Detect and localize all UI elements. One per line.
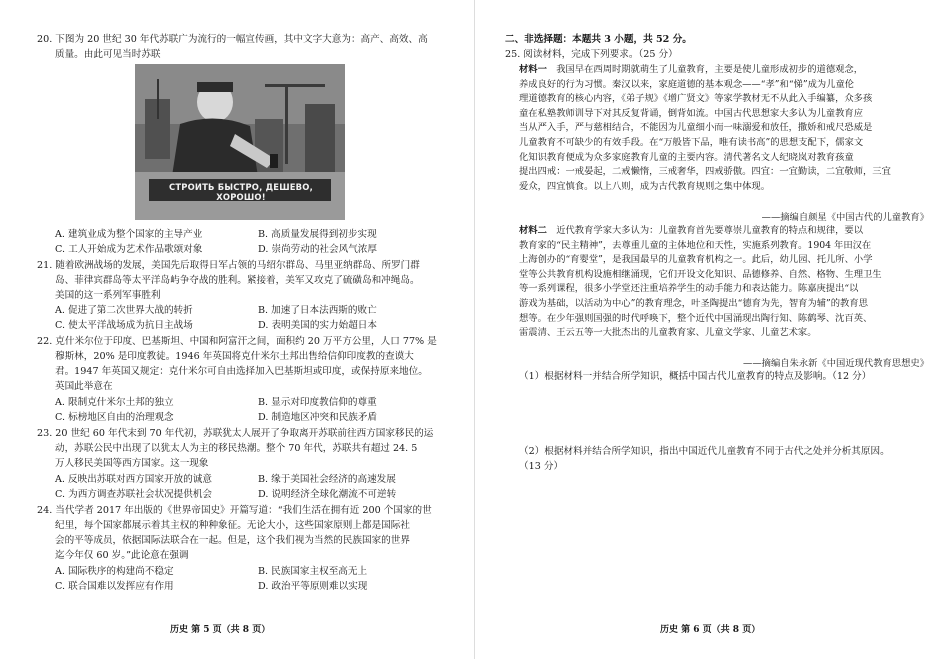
- poster-slogan: СТРОИТЬ БЫСТРО, ДЕШЕВО, ХОРОШО!: [169, 182, 313, 202]
- q25-part2-points: （13 分）: [519, 461, 564, 472]
- q24-stem-line4: 迄今年仅 60 岁。”此论意在强调: [55, 550, 189, 561]
- q24-option-c[interactable]: C. 联合国难以发挥应有作用: [55, 581, 174, 592]
- q23-stem-line2: 动，苏联公民中出现了以犹太人为主的移民热潮。整个 70 年代，苏联共有超过 24. 5: [55, 443, 418, 454]
- material-2-label: 材料二: [519, 225, 547, 236]
- material-1-line: 爱众，四宜慎食。以上八则，成为古代教育规则之集中体现。: [519, 180, 771, 192]
- q23-option-a[interactable]: A. 反映出苏联对西方国家开放的诚意: [55, 474, 212, 485]
- q24-stem-line3: 会的平等成员，依据国际法联合在一起。但是，这个我们视为当然的民族国家的世界: [55, 535, 410, 546]
- q22-stem-line3: 君。1947 年英国又规定：克什米尔可自由选择加入巴基斯坦或印度，或保持原来地位。: [55, 366, 428, 377]
- material-1-line: 儿童教育不可缺少的有效手段。在“万般皆下品，唯有读书高”的思想支配下，儒家文: [519, 136, 864, 148]
- material-2-line: 想等。在少年强则国强的时代呼唤下，整个近代中国涌现出陶行知、陈鹤琴、沈百英、: [519, 312, 873, 324]
- q22-stem-line2: 穆斯林，20% 是印度教徒。1946 年英国将克什米尔土邦出售给信仰印度教的查谟大: [55, 351, 414, 362]
- material-2-line: 游戏为基础，以活动为中心”的教育理念，叶圣陶提出“德育为先，智育为辅”的教育思: [519, 297, 868, 309]
- q25-stem: 25. 阅读材料，完成下列要求。（25 分）: [505, 49, 678, 60]
- page-6: [475, 0, 950, 659]
- q24-option-a[interactable]: A. 国际秩序的构建尚不稳定: [55, 566, 174, 577]
- q23-option-d[interactable]: D. 说明经济全球化潮流不可逆转: [258, 489, 397, 500]
- q25-part1: （1）根据材料一并结合所学知识，概括中国古代儿童教育的特点及影响。（12 分）: [519, 371, 872, 382]
- q22-option-a[interactable]: A. 限制克什米尔土邦的独立: [55, 397, 174, 408]
- material-1-line: 当从严入手，严与慈相结合，不能因为儿童细小而一味溺爱和放任，撒娇和戒尺恐威是: [519, 122, 873, 134]
- q24-stem-line1: 24. 当代学者 2017 年出版的《世界帝国史》开篇写道：“我们生活在拥有近 200 个国家的世: [37, 505, 432, 516]
- q24-option-b[interactable]: B. 民族国家主权至高无上: [258, 566, 368, 577]
- q22-stem-line4: 英国此举意在: [55, 381, 113, 392]
- material-2-line: 教育家的“民主精神”，去尊重儿童的主体地位和天性，实施系列教育。1904 年田汉在: [519, 239, 872, 251]
- material-1-line: 养成良好的行为习惯。秦汉以来，家庭道德的基本观念——“孝”和“悌”成为儿童伦: [519, 78, 855, 90]
- q21-option-d[interactable]: D. 表明美国的实力始超日本: [258, 320, 377, 331]
- material-1-source: ——摘编自颜星《中国古代的儿童教育》: [761, 212, 929, 223]
- material-1: [519, 63, 929, 194]
- q20-option-c[interactable]: C. 工人开始成为艺术作品歌颂对象: [55, 244, 203, 255]
- q24-stem-line2: 纪里，每个国家都展示着其主权的种种象征。无论大小，这些国家原则上都是国际社: [55, 520, 410, 531]
- q20-stem-line2: 质量。由此可见当时苏联: [55, 49, 161, 60]
- material-2-line: 等一系列课程，很多小学堂还注重培养学生的动手能力和表达能力。陈嘉庚提出“以: [519, 283, 859, 295]
- q25-part2: （2）根据材料并结合所学知识，指出中国近代儿童教育不同于古代之处并分析其原因。: [519, 446, 890, 457]
- q21-stem-line2: 岛、菲律宾群岛等太平洋岛屿争夺战的胜利。紧接着，美军又攻克了硫磺岛和冲绳岛。: [55, 275, 420, 286]
- material-2-line: 近代教育学家大多认为：儿童教育首先要尊崇儿童教育的特点和规律，要以: [546, 225, 864, 236]
- q23-option-b[interactable]: B. 缘于美国社会经济的高速发展: [258, 474, 396, 485]
- material-2-source: ——摘编自朱永新《中国近现代教育思想史》: [743, 358, 929, 369]
- q20-option-a[interactable]: A. 建筑业成为整个国家的主导产业: [55, 229, 203, 240]
- q23-stem-line3: 万人移民美国等西方国家。这一现象: [55, 458, 209, 469]
- material-2: [519, 224, 929, 341]
- q20-option-b[interactable]: B. 高质量发展得到初步实现: [258, 229, 377, 240]
- material-2-line: 上海创办的“育婴堂”，是我国最早的儿童教育机构之一。此后，幼儿园、托儿所、小学: [519, 254, 873, 266]
- q21-option-b[interactable]: B. 加速了日本法西斯的败亡: [258, 305, 377, 316]
- q23-stem-line1: 23. 20 世纪 60 年代末到 70 年代初，苏联犹太人展开了争取离开苏联前往西方国家移民的运: [37, 428, 434, 439]
- page-5-footer: 历史 第 5 页（共 8 页）: [170, 625, 271, 635]
- material-1-line: 提出四戒：一戒晏起，二戒懒惰，三戒奢华，四戒骄傲。四宜：一宜勤读，二宜敬师，三宜: [519, 166, 891, 178]
- q22-option-b[interactable]: B. 显示对印度教信仰的尊重: [258, 397, 377, 408]
- q22-option-c[interactable]: C. 标榜地区自由的治理观念: [55, 412, 174, 423]
- q22-option-d[interactable]: D. 制造地区冲突和民族矛盾: [258, 412, 377, 423]
- propaganda-poster-image: [135, 64, 345, 220]
- q21-stem-line1: 21. 随着欧洲战场的发展，美国先后取得日军占领的马绍尔群岛、马里亚纳群岛、所罗门群: [37, 260, 420, 271]
- material-1-line: 化知识教育便成为众多家庭教育儿童的主要内容。清代著名文人纪晓岚对教育孩童: [519, 151, 854, 163]
- material-2-line: 堂等公共教育机构设施相继涌现，它们开设文化知识、品德修养、自然、格物、生理卫生: [519, 268, 882, 280]
- material-1-line: 我国早在西周时期就萌生了儿童教育，主要是使儿童形成初步的道德观念，: [546, 64, 864, 75]
- material-1-line: 理道德教育的核心内容，《弟子规》《增广贤文》等家学教材无不从此入手编纂，众多孩: [519, 93, 873, 105]
- page-6-footer: 历史 第 6 页（共 8 页）: [660, 625, 761, 635]
- q21-stem-line3: 美国的这一系列军事胜利: [55, 290, 161, 301]
- q20-option-d[interactable]: D. 崇尚劳动的社会风气浓厚: [258, 244, 377, 255]
- material-2-line: 雷震清、王云五等一大批杰出的儿童教育家、儿童文学家、儿童艺术家。: [519, 327, 817, 339]
- q23-option-c[interactable]: C. 为西方调查苏联社会状况提供机会: [55, 489, 213, 500]
- q21-option-a[interactable]: A. 促进了第二次世界大战的转折: [55, 305, 193, 316]
- q22-stem-line1: 22. 克什米尔位于印度、巴基斯坦、中国和阿富汗之间，面积约 20 万平方公里，人口 77% 是: [37, 336, 437, 347]
- q21-option-c[interactable]: C. 使太平洋战场成为抗日主战场: [55, 320, 193, 331]
- q20-stem-line1: 20. 下图为 20 世纪 30 年代苏联广为流行的一幅宣传画，其中文字大意为：高产、高效、高: [37, 34, 428, 45]
- section-heading: 二、非选择题：本题共 3 小题，共 52 分。: [505, 34, 692, 45]
- q24-option-d[interactable]: D. 政治平等原则难以实现: [258, 581, 368, 592]
- material-1-line: 童在私塾教师训导下对其反复背诵，倒背如流。中国古代思想家大多认为儿童教育应: [519, 107, 863, 119]
- material-1-label: 材料一: [519, 64, 547, 75]
